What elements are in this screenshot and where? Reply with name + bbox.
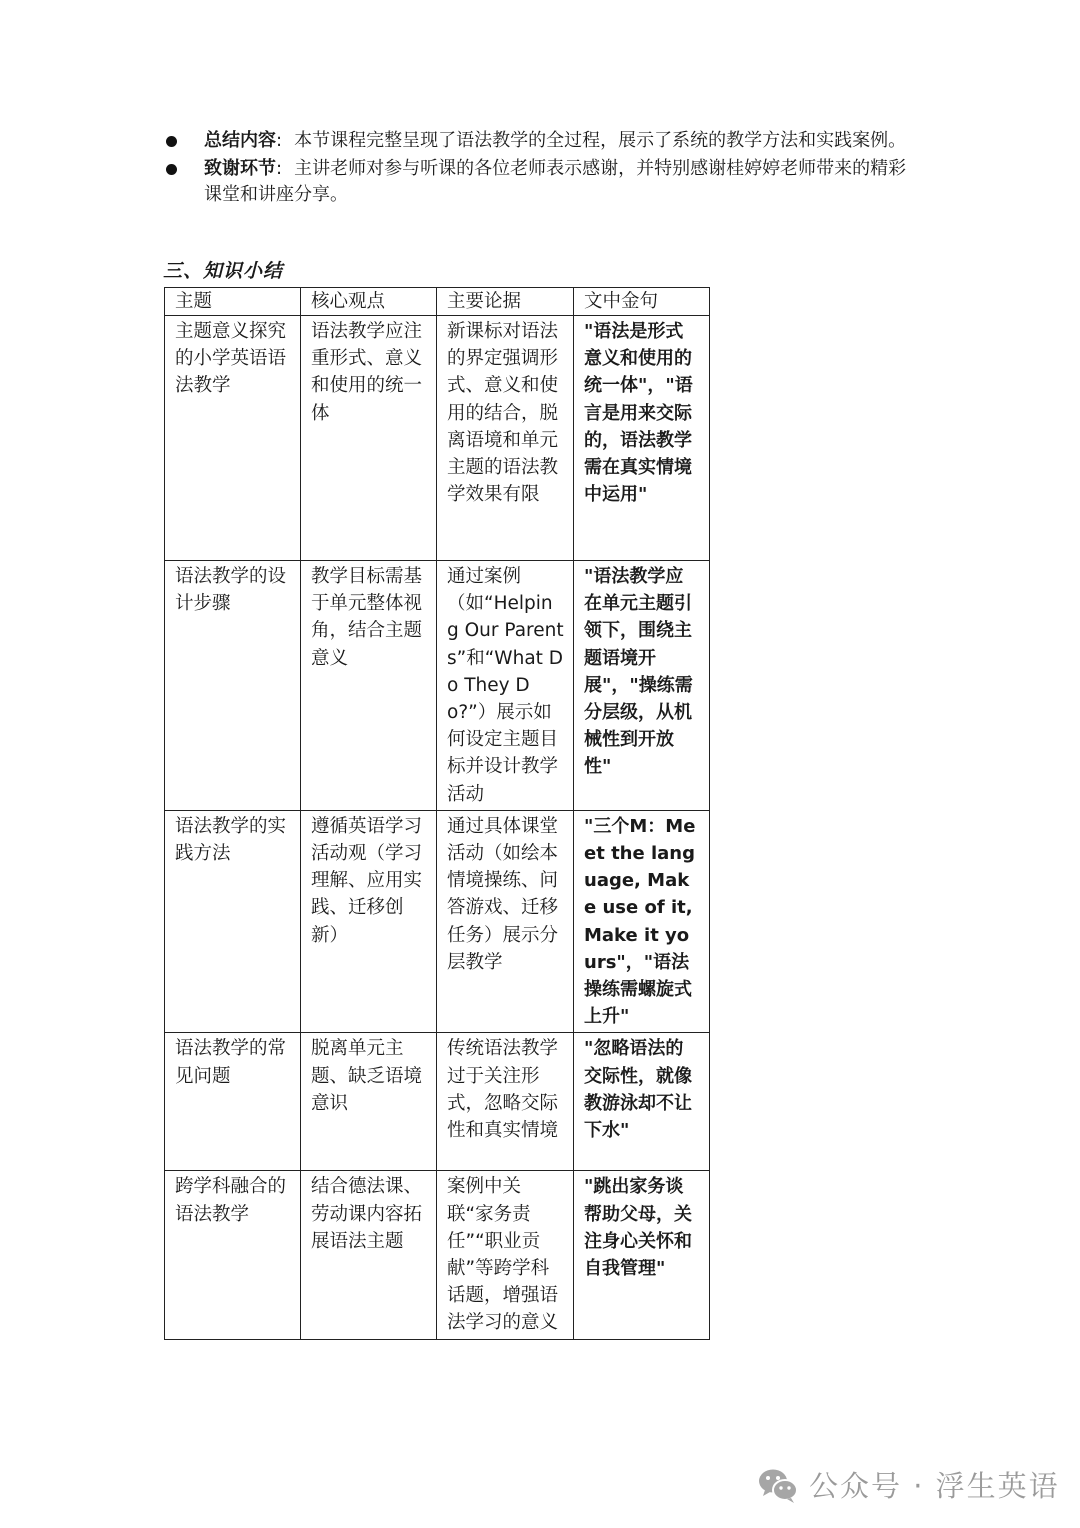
cell-topic: 主题意义探究的小学英语语法教学 — [165, 316, 301, 561]
cell-evidence: 传统语法教学过于关注形式，忽略交际性和真实情境 — [437, 1033, 574, 1171]
watermark-text: 公众号 · 浮生英语 — [809, 1469, 1060, 1503]
bullet-text: 主讲老师对参与听课的各位老师表示感谢，并特别感谢桂婷婷老师带来的精彩课堂和讲座分享。 — [204, 158, 907, 205]
cell-view: 教学目标需基于单元整体视角，结合主题意义 — [301, 561, 437, 811]
table-row — [165, 316, 710, 561]
cell-topic: 跨学科融合的语法教学 — [165, 1171, 301, 1339]
cell-quote: "语法是形式意义和使用的统一体"，"语言是用来交际的，语法教学需在真实情境中运用" — [574, 316, 710, 561]
bullet-term: 总结内容 — [204, 130, 276, 151]
cell-view: 语法教学应注重形式、意义和使用的统一体 — [301, 316, 437, 561]
cell-quote: "语法教学应在单元主题引领下，围绕主题语境开展"，"操练需分层级，从机械性到开放性" — [574, 561, 710, 811]
cell-view: 结合德法课、劳动课内容拓展语法主题 — [301, 1171, 437, 1339]
table-header-row — [165, 288, 710, 316]
header-quote: 文中金句 — [574, 288, 710, 316]
cell-topic: 语法教学的实践方法 — [165, 810, 301, 1033]
cell-topic: 语法教学的设计步骤 — [165, 561, 301, 811]
bullet-summary — [163, 128, 923, 154]
cell-view: 脱离单元主题、缺乏语境意识 — [301, 1033, 437, 1171]
bullet-dot-icon — [166, 164, 177, 175]
table-row — [165, 1033, 710, 1171]
header-evidence: 主要论据 — [437, 288, 574, 316]
wechat-icon — [757, 1466, 799, 1504]
section-title: 三、知识小结 — [163, 260, 284, 282]
cell-evidence: 案例中关联“家务责任”“职业贡献”等跨学科话题，增强语法学习的意义 — [437, 1171, 574, 1339]
bullet-separator: : — [276, 130, 283, 151]
table-row — [165, 561, 710, 811]
cell-quote: "三个M：Meet the language, Make use of it, Make it yours"，"语法操练需螺旋式上升" — [574, 810, 710, 1033]
summary-bullets — [163, 128, 923, 210]
cell-evidence: 新课标对语法的界定强调形式、意义和使用的结合，脱离语境和单元主题的语法教学效果有限 — [437, 316, 574, 561]
knowledge-summary-table — [164, 287, 710, 1340]
bullet-text: 本节课程完整呈现了语法教学的全过程，展示了系统的教学方法和实践案例。 — [294, 130, 907, 151]
bullet-separator: : — [276, 158, 283, 179]
bullet-thanks — [163, 156, 923, 208]
cell-topic: 语法教学的常见问题 — [165, 1033, 301, 1171]
watermark — [757, 1464, 1060, 1505]
bullet-term: 致谢环节 — [204, 158, 276, 179]
cell-quote: "跳出家务谈帮助父母，关注身心关怀和自我管理" — [574, 1171, 710, 1339]
bullet-dot-icon — [166, 136, 177, 147]
header-topic: 主题 — [165, 288, 301, 316]
cell-quote: "忽略语法的交际性，就像教游泳却不让下水" — [574, 1033, 710, 1171]
cell-evidence: 通过案例（如“Helping Our Parents”和“What Do They Do?”）展示如何设定主题目标并设计教学活动 — [437, 561, 574, 811]
table-row — [165, 810, 710, 1033]
cell-evidence: 通过具体课堂活动（如绘本情境操练、问答游戏、迁移任务）展示分层教学 — [437, 810, 574, 1033]
header-view: 核心观点 — [301, 288, 437, 316]
table-row — [165, 1171, 710, 1339]
cell-view: 遵循英语学习活动观（学习理解、应用实践、迁移创新） — [301, 810, 437, 1033]
